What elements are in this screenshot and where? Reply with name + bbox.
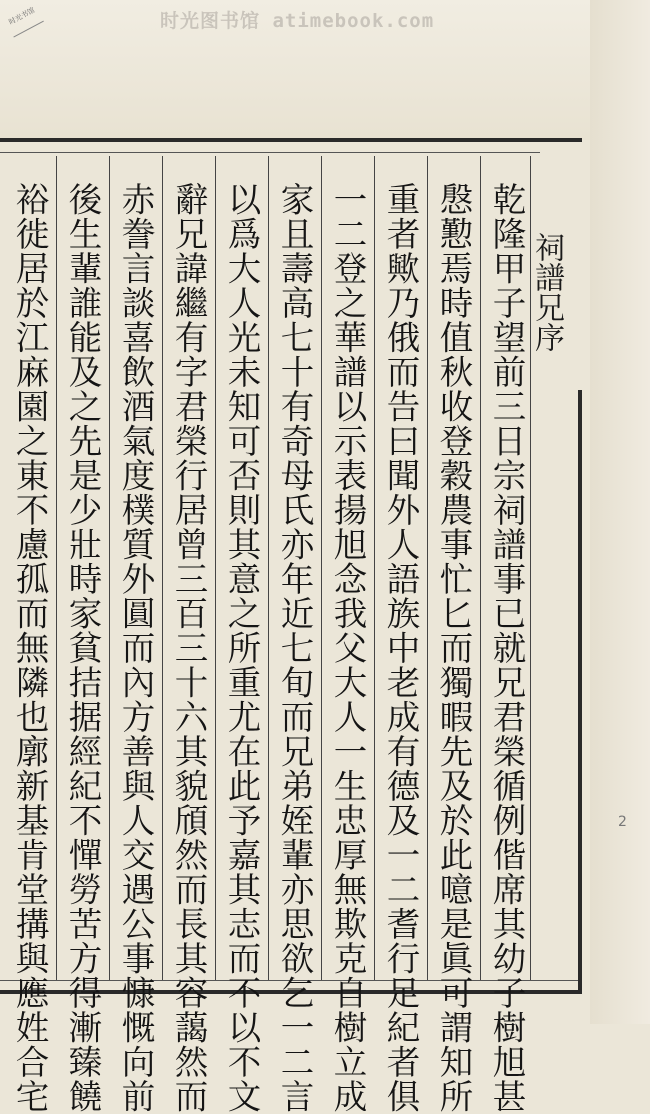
column-divider [480, 156, 481, 980]
text-column-2: 慇懃焉時值秋收登穀農事忙匕而獨暇先及於此噫是眞可謂知所 [434, 182, 473, 1114]
text-column-9: 後生輩誰能及之先是少壯時家貧拮据經紀不憚勞苦方得漸臻饒 [63, 182, 102, 1114]
column-divider [162, 156, 163, 980]
column-divider [215, 156, 216, 980]
frame-inner-top-rule [0, 152, 540, 153]
text-column-6: 以爲大人光未知可否則其意之所重尤在此予嘉其志而不以不文 [222, 182, 261, 1114]
watermark: 时光图书馆 atimebook.com [160, 10, 435, 32]
page-marker: 2 [618, 814, 627, 830]
text-column-5: 家且壽高七十有奇母氏亦年近七旬而兄弟姪輩亦思欲乞一二言 [275, 182, 314, 1114]
column-divider [321, 156, 322, 980]
page-margin-right [590, 0, 650, 1024]
column-divider [374, 156, 375, 980]
text-column-8: 赤誊言談喜飲酒氣度樸質外圓而內方善與人交遇公事慷慨向前 [116, 182, 155, 1114]
text-column-7: 辭兄諱繼有字君榮行居曾三百三十六其貌頎然而長其容藹然而 [169, 182, 208, 1114]
library-stamp: 时光书馆 [2, 0, 44, 38]
frame-right-edge [578, 390, 582, 994]
column-divider [56, 156, 57, 980]
text-column-10: 裕徙居於江麻園之東不慮孤而無隣也廓新基肯堂搆與應姓合宅 [10, 182, 49, 1114]
text-column-4: 一二登之華譜以示表揚旭念我父大人一生忠厚無欺克自樹立成 [328, 182, 367, 1114]
column-divider [268, 156, 269, 980]
text-column-1: 乾隆甲子望前三日宗祠譜事已就兄君榮循例偕席其幼子樹旭甚 [487, 182, 526, 1114]
section-title: 祠譜兄序 [529, 232, 564, 352]
text-column-3: 重者歟乃俄而告曰聞外人語族中老成有德及一二耆行足紀者俱 [381, 182, 420, 1114]
column-divider [109, 156, 110, 980]
column-divider [427, 156, 428, 980]
